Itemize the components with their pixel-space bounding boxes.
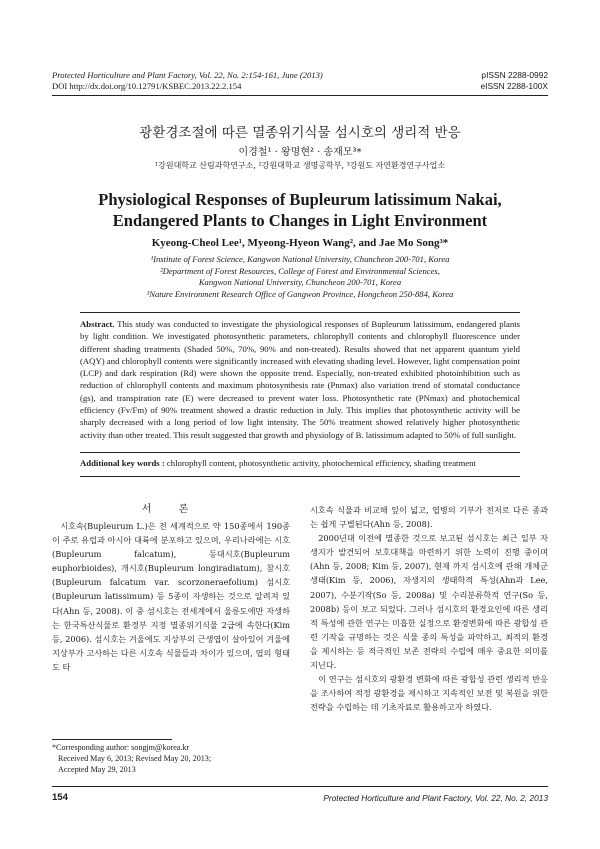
abstract-text: This study was conducted to investigate the physiological responses of Bupleurum latissimum, endangered plants by light condition. We investigated photosynthetic parameters, chlorophyll contents and chlorophyll fluorescence under different shading treatments (Shaded 50%, 70%, 90% and non-treated). Results showed that net apparent quantum yield (AQY) and chlorophyll contents were significantly increased with elevating shading level. However, light compensation point (LCP) and dark respiration (Rd) were shown the opposite trend. Especially, non-treated exhibited photoinhibition such as reduction of chlorophyll contents and maximum photosynthesis rate (Pnmax) also variation trend of stomatal conductance (gs), and transpiration rate (E) were decreased to prevent water loss. Photosynthetic rate (PNmax) and photochemical efficiency (Fv/Fm) of 90% treatment showed a drastic reduction in July. This implies that photosynthetic activity will be sharply decreased with a long period of low light intensity. The 50% treatment showed relatively higher photosynthetic activity than other treated. This result suggested that growth and physiology of B. latissimum adapted to 50% of full sunlight.	[80, 319, 520, 440]
journal-citation: Protected Horticulture and Plant Factory, Vol. 22, No. 2:154-161, June (2013)	[52, 70, 323, 80]
affiliation-3: ³Nature Environment Research Office of Gangwon Province, Hongcheon 250-884, Korea	[146, 288, 454, 299]
korean-authors: 이경철¹ · 왕명현² · 송재모³*	[238, 147, 362, 158]
affiliation-1: ¹Institute of Forest Science, Kangwon National University, Chuncheon 200-701, Korea	[150, 254, 450, 264]
english-authors: Kyeong-Cheol Lee¹, Myeong-Hyeon Wang², and Jae Mo Song³*	[151, 237, 449, 249]
keywords-text: chlorophyll content, photosynthetic activity, photochemical efficiency, shading treatment	[166, 458, 476, 468]
english-title	[0, 189, 600, 231]
abstract-top-rule	[80, 312, 520, 313]
section-heading-introduction: 서 론	[141, 504, 201, 515]
paragraph: 시호속(Bupleurum L.)은 전 세계적으로 약 150종에서 190종이 주로 유럽과 아시아 대륙에 분포하고 있으며, 우리나라에는 시호(Bupleurum falcatum), 등대시호(Bupleurum euphorbioides), 개시호(Bupleurum longiradiatum), 참시호(Bupleurum falcatum var. scorzoneraefolium) 섬시호(Bupleurum latissimum) 등 5종이 자생하는 것으로 알려져 있다(Ahn 등, 2008). 이 중 섬시호는 전세계에서 울릉도에만 자생하는 한국특산식물로 환경부 지정 멸종위기식물 2급에 속한다(Kim 등, 2006). 섬시호는 겨울에도 지상부의 근생엽이 살아있어 겨울에 지상부가 고사하는 다른 시호속 식물들과 차이가 있으며, 엽의 형태도 타	[52, 521, 290, 672]
paragraph: 시호속 식물과 비교해 잎이 넓고, 엽병의 기부가 전저로 다른 종과는 쉽게 구별된다(Ahn 등, 2008).	[310, 505, 548, 530]
body-column-left	[52, 519, 290, 674]
paragraph: 이 연구는 섬시호의 광환경 변화에 따른 광합성 관련 생리적 반응을 조사하여 적정 광환경을 제시하고 지속적인 보전 및 복원을 위한 전략을 수립하는 데 기초자료로 활용하고자 하였다.	[310, 674, 548, 713]
doi-line[interactable]: DOI http://dx.doi.org/10.12791/KSBEC.2013.22.2.154	[52, 81, 242, 91]
affiliation-2: ²Department of Forest Resources, College of Forest and Environmental Sciences,	[160, 265, 440, 276]
abstract-bottom-rule	[80, 452, 520, 453]
accepted-date: Accepted May 29, 2013	[58, 765, 136, 775]
keywords-rule	[80, 476, 520, 477]
paragraph: 2000년대 이전에 멸종한 것으로 보고된 섬시호는 최근 일부 자생지가 발견되어 보호대책을 마련하기 위한 노력이 진행 중이며(Ahn 등, 2008; Kim 등, 2007), 현재 까지 섬시호에 관해 개체군 생태(Kim 등, 2006), 자생지의 생태학적 특성(Ahn과 Lee, 2007), 수분기작(So 등, 2008a) 및 수리분류학적 연구(So 등, 2008b) 등이 보고 되었다. 그러나 섬시호의 환경요인에 따른 생리적 특성에 관한 연구는 미흡한 실정으로 환경변화에 따른 광합성 관련 기작을 규명하는 것은 식물 종의 특성을 파악하고, 최적의 환경을 제시하는 등 적극적인 보존 전략의 수립에 매우 중요한 의미를 지닌다.	[310, 533, 548, 671]
abstract	[80, 318, 520, 441]
korean-title: 광환경조절에 따른 멸종위기식물 섬시호의 생리적 반응	[139, 125, 461, 141]
english-title-line1: Physiological Responses of Bupleurum latissimum Nakai,	[98, 190, 502, 209]
footer-journal: Protected Horticulture and Plant Factory, Vol. 22, No. 2, 2013	[323, 793, 548, 803]
english-affiliations	[0, 254, 600, 300]
pissn: pISSN 2288-0992	[481, 70, 548, 80]
body-column-right	[310, 503, 548, 714]
footer-rule	[52, 786, 548, 787]
affiliation-2b: Kangwon National University, Chuncheon 200-701, Korea	[198, 277, 402, 288]
abstract-label: Abstract.	[80, 319, 115, 329]
eissn: eISSN 2288-100X	[480, 81, 548, 91]
running-header-right	[480, 70, 548, 92]
corresponding-author: *Corresponding author: songjm@korea.kr	[52, 743, 190, 752]
korean-affiliations: ¹강원대학교 산림과학연구소, ²강원대학교 생명공학부, ³강원도 자연환경연구사업소	[154, 161, 446, 170]
keywords	[80, 458, 520, 468]
english-title-line2: Endangered Plants to Changes in Light Environment	[112, 211, 488, 230]
footnote-rule	[52, 739, 172, 740]
received-date: Received May 6, 2013; Revised May 20, 2013;	[58, 754, 212, 764]
page-number: 154	[52, 792, 68, 803]
running-header-left	[52, 70, 323, 92]
keywords-label: Additional key words :	[80, 458, 165, 468]
header-rule	[52, 95, 548, 96]
footnote	[52, 742, 211, 776]
